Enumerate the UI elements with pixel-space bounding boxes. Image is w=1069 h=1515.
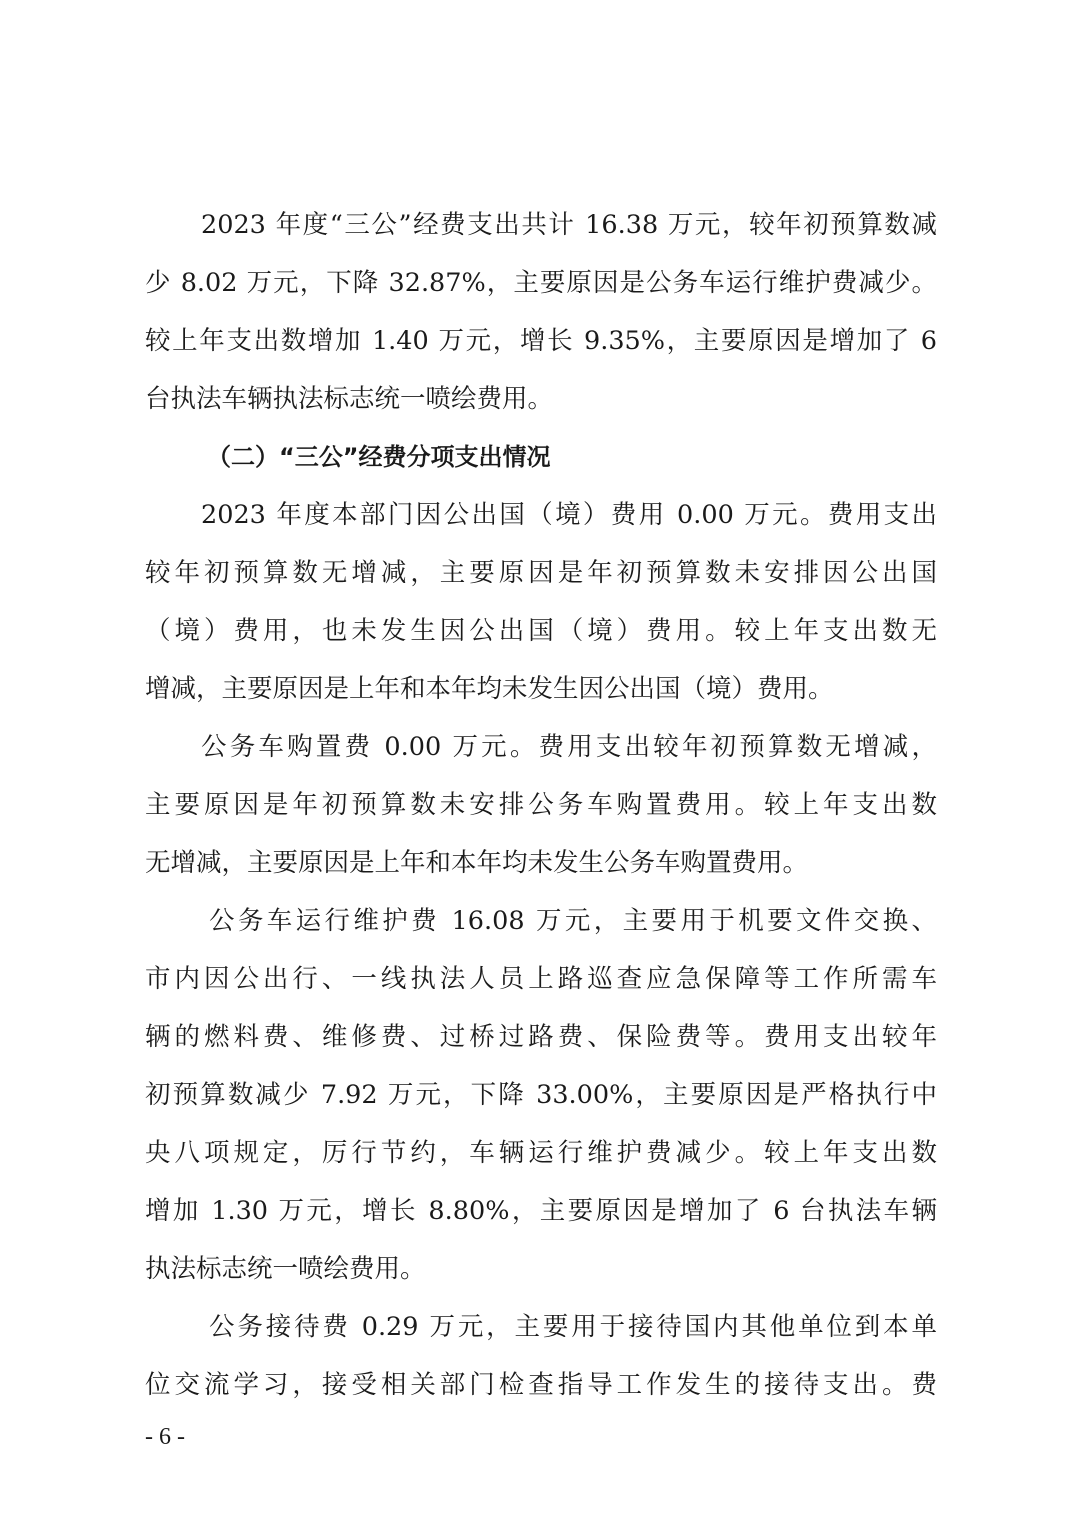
- paragraph-4-line-5: 央八项规定，厉行节约，车辆运行维护费减少。较上年支出数: [145, 1138, 937, 1168]
- paragraph-3-line-3: 无增减，主要原因是上年和本年均未发生公务车购置费用。: [145, 848, 809, 878]
- document-body: [145, 196, 937, 1414]
- paragraph-1-line-1: 2023 年度“三公”经费支出共计 16.38 万元，较年初预算数减: [201, 210, 937, 240]
- paragraph-2-line-2: 较年初预算数无增减，主要原因是年初预算数未安排因公出国: [145, 558, 937, 588]
- paragraph-4-line-7: 执法标志统一喷绘费用。: [145, 1254, 426, 1284]
- paragraph-3-line-2: 主要原因是年初预算数未安排公务车购置费用。较上年支出数: [145, 790, 937, 820]
- section-heading: （二）“三公”经费分项支出情况: [207, 443, 551, 471]
- paragraph-4-line-6: 增加 1.30 万元，增长 8.80%，主要原因是增加了 6 台执法车辆: [145, 1196, 937, 1226]
- paragraph-2-line-1: 2023 年度本部门因公出国（境）费用 0.00 万元。费用支出: [201, 500, 937, 530]
- paragraph-3-line-1: 公务车购置费 0.00 万元。费用支出较年初预算数无增减，: [201, 732, 937, 762]
- paragraph-2-line-4: 增减，主要原因是上年和本年均未发生因公出国（境）费用。: [145, 674, 834, 704]
- paragraph-4-line-1: 公务车运行维护费 16.08 万元，主要用于机要文件交换、: [209, 906, 937, 936]
- paragraph-1-line-4: 台执法车辆执法标志统一喷绘费用。: [145, 384, 554, 414]
- paragraph-5-line-1: 公务接待费 0.29 万元，主要用于接待国内其他单位到本单: [209, 1312, 937, 1342]
- paragraph-2-line-3: （境）费用，也未发生因公出国（境）费用。较上年支出数无: [145, 616, 937, 646]
- paragraph-1-line-2: 少 8.02 万元，下降 32.87%，主要原因是公务车运行维护费减少。: [145, 268, 937, 298]
- paragraph-4-line-2: 市内因公出行、一线执法人员上路巡查应急保障等工作所需车: [145, 964, 937, 994]
- paragraph-5-line-2: 位交流学习，接受相关部门检查指导工作发生的接待支出。费: [145, 1370, 937, 1400]
- page-number: - 6 -: [145, 1424, 185, 1450]
- paragraph-1-line-3: 较上年支出数增加 1.40 万元，增长 9.35%，主要原因是增加了 6: [145, 326, 937, 356]
- paragraph-4-line-3: 辆的燃料费、维修费、过桥过路费、保险费等。费用支出较年: [145, 1022, 937, 1052]
- paragraph-4-line-4: 初预算数减少 7.92 万元，下降 33.00%，主要原因是严格执行中: [145, 1080, 937, 1110]
